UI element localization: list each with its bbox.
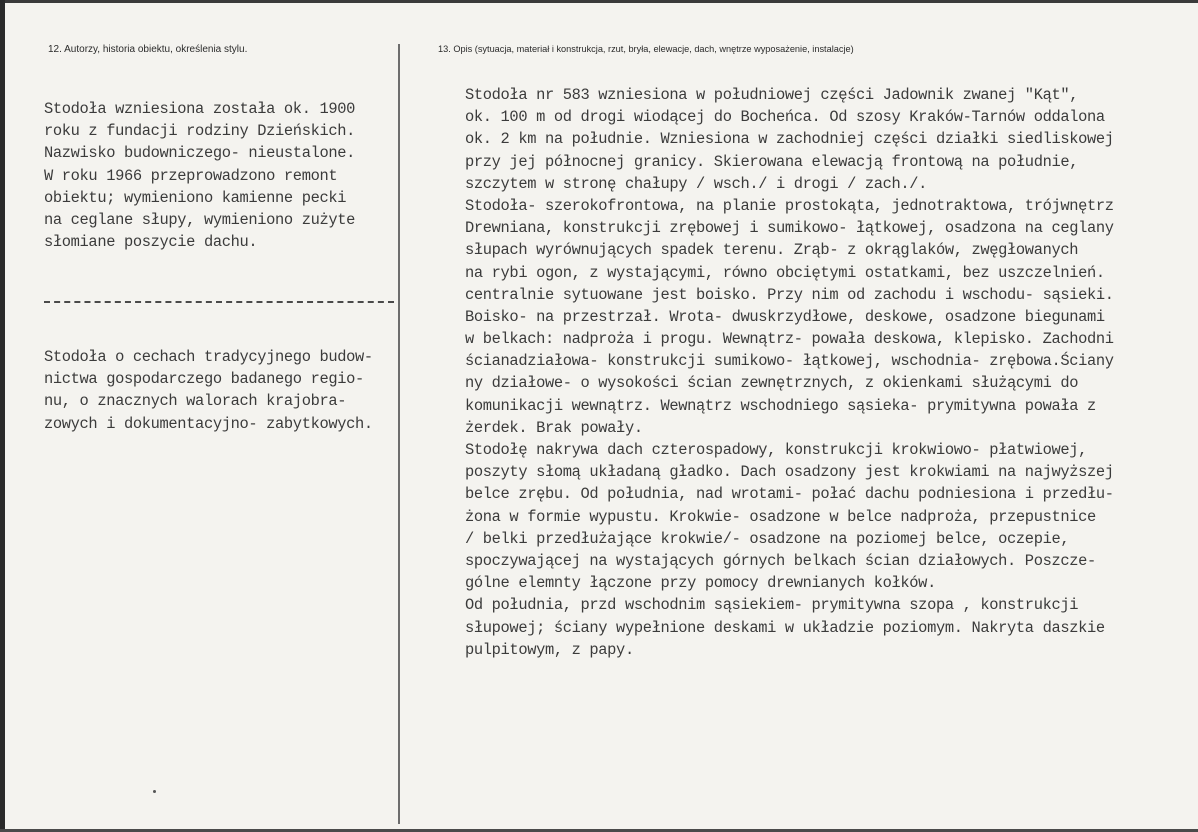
text-line: W roku 1966 przeprowadzono remont: [44, 166, 338, 185]
text-line: gólne elemnty łączone przy pomocy drewnianych kołków.: [465, 574, 936, 593]
text-line: słomiane poszycie dachu.: [44, 233, 258, 252]
description-text: [465, 84, 1114, 661]
scan-edge-top: [0, 0, 1198, 3]
text-line: żerdek. Brak powały.: [465, 418, 643, 437]
text-line: Od południa, przd wschodnim sąsiekiem- prymitywna szopa , konstrukcji: [465, 596, 1079, 615]
dashed-separator: [44, 301, 394, 303]
text-line: Stodoła o cechach tradycyjnego budow-: [44, 348, 373, 366]
text-line: pulpitowym, z papy.: [465, 640, 634, 659]
text-line: przy jej północnej granicy. Skierowana elewacją frontową na południe,: [465, 152, 1079, 171]
text-line: obiektu; wymieniono kamienne pecki: [44, 188, 347, 207]
text-line: ny działowe- o wysokości ścian zewnętrznych, z okienkami służącymi do: [465, 374, 1079, 393]
text-line: Stodoła wzniesiona została ok. 1900: [44, 100, 356, 118]
text-line: komunikacji wewnątrz. Wewnątrz wschodniego sąsieka- prymitywna powała z: [465, 396, 1096, 415]
text-line: Nazwisko budowniczego- nieustalone.: [44, 144, 356, 163]
text-line: Stodołę nakrywa dach czterospadowy, konstrukcji krokwiowo- płatwiowej,: [465, 441, 1088, 459]
text-line: szczytem w stronę chałupy / wsch./ i drogi / zach./.: [465, 174, 928, 193]
text-line: / belki przedłużające krokwie/- osadzone na poziomej belce, oczepie,: [465, 529, 1070, 548]
text-line: ok. 100 m od drogi wiodącej do Bocheńca. Od szosy Kraków-Tarnów oddalona: [465, 108, 1105, 127]
history-text: [44, 98, 355, 253]
text-line: roku z fundacji rodziny Dzieńskich.: [44, 122, 356, 141]
text-line: spoczywającej na wystających górnych belkach ścian działowych. Poszcze-: [465, 551, 1096, 570]
text-line: ścianadziałowa- konstrukcji sumikowo- łątkowej, wschodnia- zrębowa.Ściany: [465, 352, 1114, 371]
text-line: centralnie sytuowane jest boisko. Przy nim od zachodu i wschodu- sąsieki.: [465, 285, 1114, 304]
scan-edge-left: [0, 0, 5, 832]
text-line: słupowej; ściany wypełnione deskami w układzie poziomym. Nakryta daszkie: [465, 618, 1105, 637]
text-line: na rybi ogon, z wystającymi, równo obciętymi ostatkami, bez uszczelnień.: [465, 263, 1105, 282]
text-line: słupach wyrównujących spadek terenu. Zrąb- z okrąglaków, zwęgłowanych: [465, 241, 1079, 260]
paper-speck: [153, 790, 156, 793]
text-line: Drewniana, konstrukcji zrębowej i sumikowo- łątkowej, osadzona na ceglany: [465, 219, 1114, 238]
text-line: na ceglane słupy, wymieniono zużyte: [44, 210, 356, 229]
style-text: [44, 346, 373, 435]
text-line: zowych i dokumentacyjno- zabytkowych.: [44, 414, 373, 433]
text-line: ok. 2 km na południe. Wzniesiona w zachodniej części działki siedliskowej: [465, 130, 1114, 149]
text-line: w belkach: nadproża i progu. Wewnątrz- powała deskowa, klepisko. Zachodni: [465, 330, 1114, 349]
text-line: belce zrębu. Od południa, nad wrotami- połać dachu podniesiona i przedłu-: [465, 485, 1114, 504]
text-line: nu, o znacznych walorach krajobra-: [44, 392, 347, 411]
text-line: żona w formie wypustu. Krokwie- osadzone w belce nadproża, przepustnice: [465, 507, 1096, 526]
text-line: Stodoła- szerokofrontowa, na planie prostokąta, jednotraktowa, trójwnętrz: [465, 196, 1114, 215]
text-line: Boisko- na przestrzał. Wrota- dwuskrzydłowe, deskowe, osadzone biegunami: [465, 307, 1105, 326]
section-13-heading: 13. Opis (sytuacja, materiał i konstrukcja, rzut, bryła, elewacje, dach, wnętrze wyposażenie, instalacje): [438, 44, 854, 54]
column-divider: [398, 44, 400, 824]
text-line: poszyty słomą układaną gładko. Dach osadzony jest krokwiami na najwyższej: [465, 463, 1114, 482]
text-line: Stodoła nr 583 wzniesiona w południowej części Jadownik zwanej "Kąt",: [465, 86, 1079, 104]
section-12-heading: 12. Autorzy, historia obiektu, określenia stylu.: [48, 44, 248, 55]
text-line: nictwa gospodarczego badanego regio-: [44, 370, 364, 389]
